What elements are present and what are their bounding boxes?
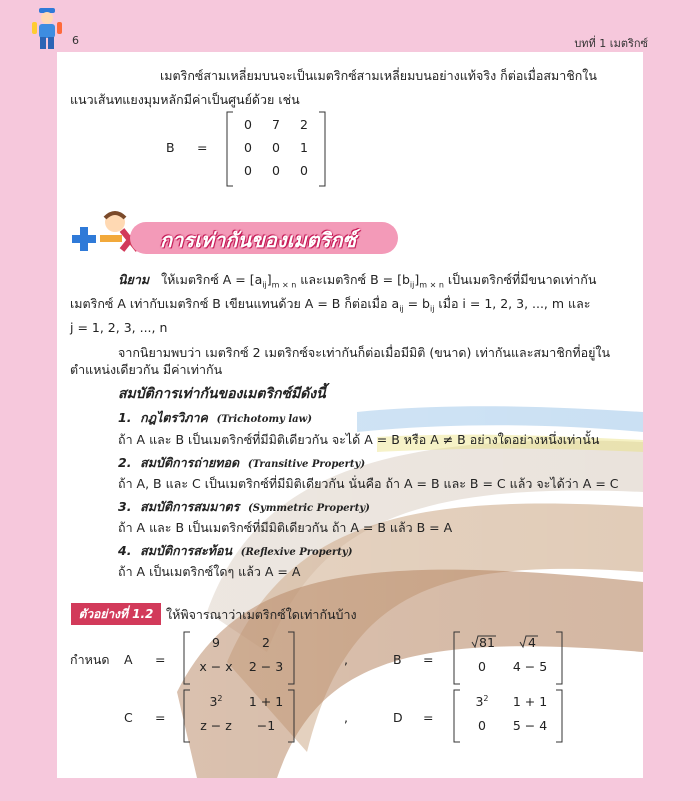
- property-num: 2.: [118, 455, 132, 470]
- property-name: สมบัติการถ่ายทอด: [140, 455, 240, 470]
- subscript: ij: [399, 304, 404, 314]
- matrix-b-cell: 0: [244, 140, 252, 155]
- property-title-4: [118, 543, 352, 561]
- definition-line-2a: เมตริกซ์ A เท่ากับเมตริกซ์ B เขียนแทนด้วย A = B ก็ต่อเมื่อ a: [70, 296, 400, 311]
- matrix-d-cell: [466, 694, 498, 709]
- explanation-line-1: จากนิยามพบว่า เมตริกซ์ 2 เมตริกซ์จะเท่ากันก็ต่อเมื่อมีมิติ (ขนาด) เท่ากันและสมาชิกที่อยู่ใน: [118, 345, 611, 360]
- matrix-b-cell: 0: [244, 117, 252, 132]
- definition-b-close: ]: [414, 272, 420, 287]
- property-name: สมบัติการสมมาตร: [140, 499, 240, 514]
- power-base: 3: [475, 694, 484, 710]
- matrix-b-cell: 0: [272, 140, 280, 155]
- equals-sign: =: [423, 652, 434, 667]
- matrix-b-example-cell: 4: [528, 635, 536, 650]
- property-title-3: [118, 499, 370, 517]
- property-num: 1.: [118, 410, 132, 425]
- property-desc-1: ถ้า A และ B เป็นเมตริกซ์ที่มีมิติเดียวกัน จะได้ A = B หรือ A ≠ B อย่างใดอย่างหนึ่งเท่านั้น: [118, 432, 600, 447]
- matrix-b-example-cell: 0: [478, 659, 486, 674]
- matrix-b-cell: 0: [272, 163, 280, 178]
- power-exponent: 2: [217, 694, 223, 703]
- given-label: กำหนด: [70, 652, 110, 667]
- matrix-b-example-label: B: [393, 652, 402, 667]
- example-tag: ตัวอย่างที่ 1.2: [71, 603, 161, 625]
- matrix-a-cell: 2: [262, 635, 270, 650]
- equals-sign: =: [423, 710, 434, 725]
- property-title-1: [118, 410, 312, 428]
- page-number: 6: [72, 34, 79, 47]
- property-num: 4.: [118, 543, 132, 558]
- matrix-b-cell: 0: [300, 163, 308, 178]
- property-num: 3.: [118, 499, 132, 514]
- matrix-b-cell: 2: [300, 117, 308, 132]
- matrix-b-example-brackets: [452, 630, 564, 686]
- power-base: 3: [209, 694, 218, 710]
- matrix-d-cell: 5 − 4: [512, 718, 548, 733]
- matrix-d-label: D: [393, 710, 403, 725]
- matrix-b-example-cell: 81: [479, 635, 495, 650]
- matrix-a-cell: x − x: [199, 659, 233, 674]
- definition-rest: เป็นเมตริกซ์ที่มีขนาดเท่ากัน: [443, 272, 597, 287]
- matrix-c-cell: [196, 694, 236, 709]
- property-desc-4: ถ้า A เป็นเมตริกซ์ใดๆ แล้ว A = A: [118, 564, 301, 579]
- property-english: (Trichotomy law): [216, 414, 312, 425]
- chapter-title: บทที่ 1 เมตริกซ์: [574, 37, 648, 50]
- definition-line-2b: = b: [403, 296, 430, 311]
- definition-a-close: ]: [266, 272, 272, 287]
- property-desc-3: ถ้า A และ B เป็นเมตริกซ์ที่มีมิติเดียวกัน ถ้า A = B แล้ว B = A: [118, 520, 453, 535]
- matrix-c-cell: −1: [256, 718, 276, 733]
- matrix-c-cell: z − z: [200, 718, 232, 733]
- definition-a: ให้เมตริกซ์ A = [a: [161, 272, 263, 287]
- comma: ,: [344, 652, 348, 667]
- property-name: กฎไตรวิภาค: [140, 410, 208, 425]
- matrix-c-cell: 1 + 1: [248, 694, 284, 709]
- comma: ,: [344, 710, 348, 725]
- property-title-2: [118, 455, 365, 473]
- property-name: สมบัติการสะท้อน: [140, 543, 233, 558]
- definition-line-1: [118, 272, 596, 294]
- subscript: ij: [409, 280, 415, 290]
- intro-line-2: แนวเส้นทแยงมุมหลักมีค่าเป็นศูนย์ด้วย เช่น: [70, 92, 300, 107]
- property-english: (Symmetric Property): [248, 503, 370, 514]
- matrix-b-cell: 1: [300, 140, 308, 155]
- page-header: [0, 0, 700, 52]
- matrix-d-cell: 0: [478, 718, 486, 733]
- matrix-c-label: C: [124, 710, 133, 725]
- subscript: ij: [262, 280, 267, 290]
- subscript: m × n: [419, 280, 444, 290]
- definition-line-2: [70, 296, 590, 318]
- definition-line-2c: เมื่อ i = 1, 2, 3, ..., m และ: [434, 296, 591, 311]
- equals-sign: =: [155, 710, 166, 725]
- property-desc-2: ถ้า A, B และ C เป็นเมตริกซ์ที่มีมิติเดียวกัน นั่นคือ ถ้า A = B และ B = C แล้ว จะได้ว่า A = C: [118, 476, 619, 491]
- definition-line-3: j = 1, 2, 3, ..., n: [70, 320, 168, 335]
- equals-sign: =: [197, 140, 208, 155]
- subscript: m × n: [271, 280, 297, 290]
- equals-sign: =: [155, 652, 166, 667]
- properties-heading: สมบัติการเท่ากันของเมตริกซ์มีดังนี้: [118, 386, 326, 402]
- explanation-line-2: ตำแหน่งเดียวกัน มีค่าเท่ากัน: [70, 362, 223, 377]
- matrix-a-label: A: [124, 652, 133, 667]
- property-english: (Reflexive Property): [240, 547, 353, 558]
- example-prompt: ให้พิจารณาว่าเมตริกซ์ใดเท่ากันบ้าง: [166, 607, 357, 622]
- matrix-b-example-cell: 4 − 5: [512, 659, 548, 674]
- definition-label: นิยาม: [118, 272, 150, 287]
- property-english: (Transitive Property): [247, 459, 366, 470]
- matrix-b-cell: 0: [244, 163, 252, 178]
- matrix-b-label: B: [166, 140, 175, 155]
- matrix-d-cell: 1 + 1: [512, 694, 548, 709]
- definition-b: และเมตริกซ์ B = [b: [296, 272, 410, 287]
- power-exponent: 2: [483, 694, 489, 703]
- handyman-mascot-icon: [30, 6, 64, 52]
- matrix-b-cell: 7: [272, 117, 280, 132]
- matrix-a-cell: 9: [212, 635, 220, 650]
- section-title: การเท่ากันของเมตริกซ์: [160, 228, 356, 252]
- matrix-a-cell: 2 − 3: [248, 659, 284, 674]
- intro-line-1: เมตริกซ์สามเหลี่ยมบนจะเป็นเมตริกซ์สามเหลี่ยมบนอย่างแท้จริง ก็ต่อเมื่อสมาชิกใน: [160, 68, 597, 83]
- subscript: ij: [430, 304, 435, 314]
